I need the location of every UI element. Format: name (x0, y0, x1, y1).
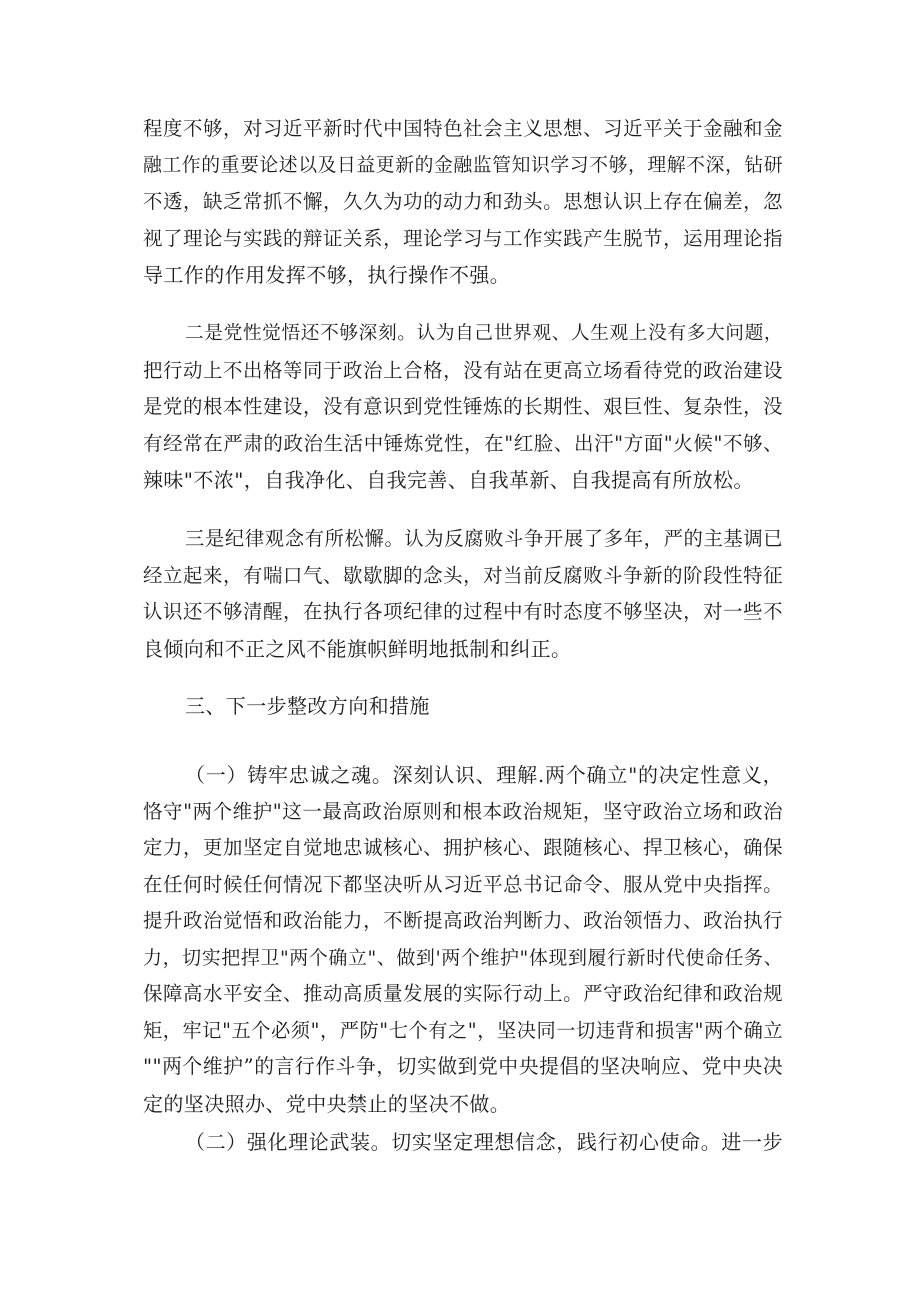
text-line: 矩，牢记"五个必须"，严防"七个有之"，坚决同一切违背和损害"两个确立 (143, 1018, 783, 1042)
text-line: 有经常在严肃的政治生活中锤炼党性，在"红脸、出汗"方面"火候"不够、 (143, 431, 783, 455)
text-line: 良倾向和不正之风不能旗帜鲜明地抵制和纠正。 (143, 636, 572, 661)
text-line: 经立起来，有喘口气、歇歇脚的念头，对当前反腐败斗争新的阶段性特征 (143, 563, 783, 587)
text-line: 视了理论与实践的辩证关系，理论学习与工作实践产生脱节，运用理论指 (143, 226, 783, 250)
text-line: 辣味"不浓"，自我净化、自我完善、自我革新、自我提高有所放松。 (143, 468, 754, 492)
text-line: （一）铸牢忠诚之魂。深刻认识、理解.两个确立"的决定性意义， (185, 763, 783, 787)
text-line: 不透，缺乏常抓不懈，久久为功的动力和劲头。思想认识上存在偏差，忽 (143, 190, 783, 213)
text-line: 提升政治觉悟和政治能力，不断提高政治判断力、政治领悟力、政治执行 (143, 909, 783, 932)
text-line: 融工作的重要论述以及日益更新的金融监管知识学习不够，理解不深，钻研 (143, 154, 783, 176)
paragraph-discipline (143, 521, 783, 667)
text-line: 力，切实把捍卫"两个确立"、做到'两个维护"体现到履行新时代使命任务、 (143, 946, 783, 969)
paragraph-party-spirit (143, 316, 783, 499)
text-line: ""两个维护”的言行作斗争，切实做到党中央提倡的坚决响应、党中央决 (143, 1055, 783, 1078)
text-line: 认识还不够清醒，在执行各项纪律的过程中有时态度不够坚决，对一些不 (143, 600, 783, 623)
paragraph-loyalty (143, 757, 783, 1122)
text-line: 恪守"两个维护"这一最高政治原则和根本政治规矩，坚守政治立场和政治 (143, 799, 783, 823)
text-line: 在任何时候任何情况下都坚决听从习近平总书记命令、服从党中央指挥。 (143, 872, 783, 896)
text-line: 导工作的作用发挥不够，执行操作不强。 (143, 263, 511, 287)
text-line: 是党的根本性建设，没有意识到党性锤炼的长期性、艰巨性、复杂性，没 (143, 395, 783, 418)
text-line: 二是党性觉悟还不够深刻。认为自己世界观、人生观上没有多大问题， (185, 323, 783, 344)
text-line: 定的坚决照办、党中央禁止的坚决不做。 (143, 1091, 511, 1116)
text-line: 定力，更加坚定自觉地忠诚核心、拥护核心、跟随核心、捍卫核心，确保 (143, 836, 783, 859)
text-line: 程度不够，对习近平新时代中国特色社会主义思想、习近平关于金融和金 (143, 117, 783, 140)
text-line: 保障高水平安全、推动高质量发展的实际行动上。严守政治纪律和政治规 (143, 982, 783, 1005)
section-heading (143, 688, 783, 725)
paragraph-study-shortcomings (143, 111, 783, 294)
text-line: （二）强化理论武装。切实坚定理想信念，践行初心使命。进一步 (185, 1130, 783, 1154)
paragraph-theory (143, 1124, 783, 1161)
text-line: 三是纪律观念有所松懈。认为反腐败斗争开展了多年，严的主基调已 (185, 527, 783, 550)
text-line: 把行动上不出格等同于政治上合格，没有站在更高立场看待党的政治建设 (143, 358, 783, 382)
heading-text: 三、下一步整改方向和措施 (185, 694, 430, 718)
